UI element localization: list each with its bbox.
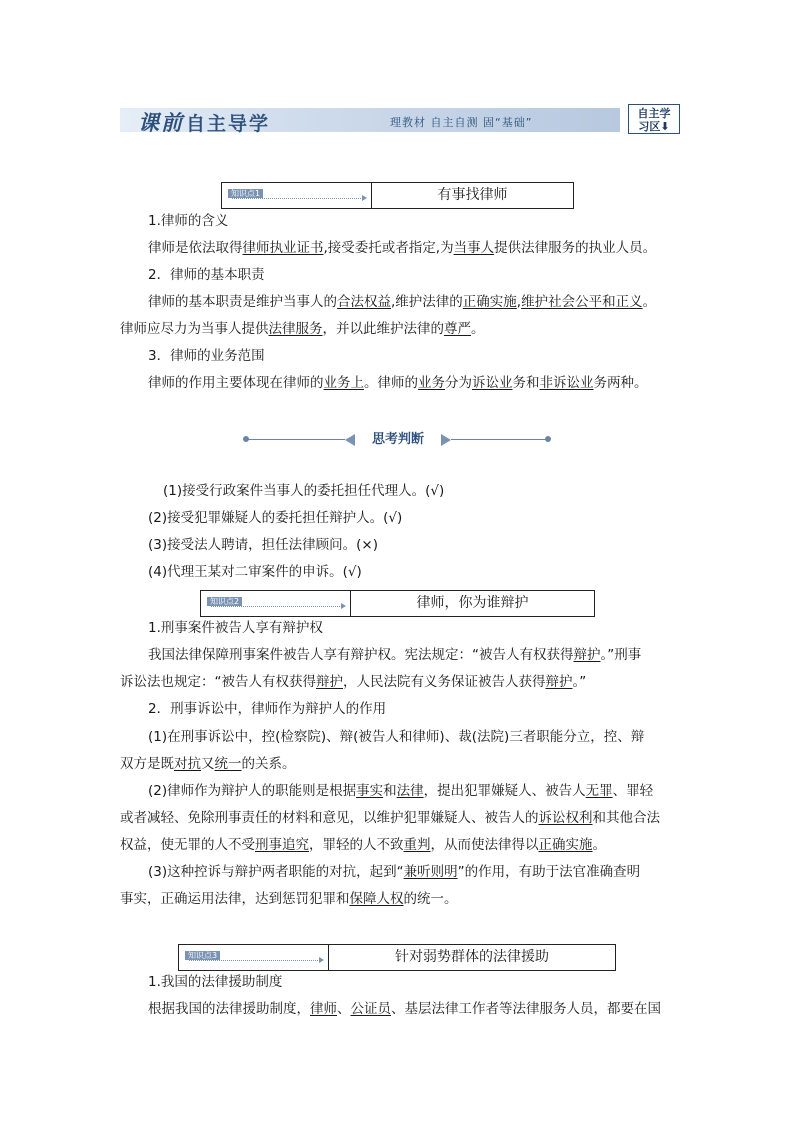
text-run: 务和 (512, 375, 540, 391)
text-run: ，罪轻的人不致 (309, 837, 404, 853)
section-tag-area (201, 591, 351, 616)
text-run: ”的作用，有助于法官准确查明 (457, 864, 641, 880)
text-run: ,维护法律的 (391, 294, 463, 310)
paragraph: (1)在刑事诉讼中，控(检察院)、辩(被告人和律师)、裁(法院)三者职能分立，控、辩 (148, 729, 645, 745)
underlined-keyword: 律师执业证书 (242, 240, 324, 256)
heading-defender-role: 2．刑事诉讼中，律师作为辩护人的作用 (148, 701, 387, 717)
underlined-keyword: 尊严 (444, 321, 471, 337)
heading-lawyer-scope: 3．律师的业务范围 (148, 348, 265, 364)
text-run: 的统一。 (403, 891, 458, 907)
section-heading-1 (221, 182, 574, 209)
section-tag: 知识点1 (228, 189, 263, 198)
text-run: 诉讼法也规定：“被告人有权获得 (120, 674, 316, 690)
text-run: (2)律师作为辩护人的职能则是根据 (148, 783, 357, 799)
text-run: 务两种。 (593, 375, 648, 391)
underlined-keyword: 事实 (356, 783, 384, 799)
badge-line1: 自主学 (637, 107, 671, 120)
underlined-keyword: 无罪 (585, 783, 613, 799)
paragraph (148, 373, 648, 393)
text-run: 和其他合法 (592, 810, 660, 826)
text-run: 或者减轻、免除刑事责任的材料和意见，以维护犯罪嫌疑人、被告人的 (120, 810, 539, 826)
underlined-keyword: 辩护 (316, 674, 343, 690)
text-run: 。” (572, 674, 587, 690)
judge-item: (4)代理王某对二审案件的申诉。(√) (148, 564, 362, 580)
text-run: 、 (337, 1001, 351, 1017)
triangle-right-icon (441, 434, 451, 446)
divider-rule (451, 439, 547, 440)
underlined-keyword: 正确实施 (462, 294, 517, 310)
text-run: 。 (642, 294, 657, 310)
divider-rule (247, 439, 345, 440)
section-heading-2 (200, 590, 595, 617)
underlined-keyword: 保障人权 (349, 891, 404, 907)
section-tag-area (179, 945, 329, 970)
banner-title-a: 课前 (138, 110, 184, 135)
paragraph (120, 672, 586, 692)
header-banner (120, 104, 680, 134)
text-run: 事实，正确运用法律，达到惩罚犯罪和 (120, 891, 350, 907)
underlined-keyword: 律师 (310, 1001, 337, 1017)
section-title: 律师，你为谁辩护 (416, 595, 529, 611)
text-run: 的关系。 (241, 756, 296, 772)
section-tag: 知识点2 (207, 597, 242, 606)
text-run: 。 (592, 837, 606, 853)
text-run: ，从而使法律得以 (430, 837, 539, 853)
text-run: 。”刑事 (600, 647, 642, 663)
paragraph (120, 808, 660, 828)
paragraph (148, 862, 640, 882)
section-title: 有事找律师 (437, 187, 508, 203)
underlined-keyword: 诉讼权利 (538, 810, 593, 826)
underlined-keyword: 维护社会公平和正义 (521, 294, 643, 310)
text-run: 律师是依法取得 (148, 240, 243, 256)
badge-line2: 习区⬇ (638, 120, 670, 133)
think-judge-divider (243, 430, 551, 450)
underlined-keyword: 诉讼业 (472, 375, 513, 391)
section-tag: 知识点3 (185, 951, 220, 960)
underlined-keyword: 辩护 (573, 647, 601, 663)
paragraph (148, 645, 641, 665)
text-run: 分为 (445, 375, 472, 391)
banner-title-b: 自主导学 (186, 113, 271, 135)
arrow-line (211, 606, 342, 607)
text-run: ，并以此维护法律的 (322, 321, 444, 337)
underlined-keyword: 正确实施 (538, 837, 593, 853)
section-tag-area (222, 183, 372, 208)
judge-item: (2)接受犯罪嫌疑人的委托担任辩护人。(√) (148, 510, 403, 526)
text-run: 我国法律保障刑事案件被告人享有辩护权。宪法规定：“被告人有权获得 (148, 647, 574, 663)
text-run: , (516, 294, 522, 310)
triangle-left-icon (345, 434, 355, 446)
text-run: 律师应尽力为当事人提供 (120, 321, 269, 337)
judge-item: (3)接受法人聘请，担任法律顾问。(×) (148, 537, 378, 553)
text-run: ，人民法院有义务保证被告人获得 (343, 674, 546, 690)
judge-item: (1)接受行政案件当事人的委托担任代理人。(√) (163, 483, 445, 499)
text-run: ,接受委托或者指定,为 (323, 240, 454, 256)
paragraph (120, 835, 606, 855)
text-run: 律师的作用主要体现在律师的 (148, 375, 324, 391)
paragraph (148, 292, 656, 312)
underlined-keyword: 法律 (396, 783, 424, 799)
heading-legal-aid: 1.我国的法律援助制度 (148, 974, 283, 990)
arrow-line (232, 198, 363, 199)
paragraph (148, 999, 661, 1019)
divider-dot (545, 436, 551, 442)
text-run: 、基层法律工作者等法律服务人员，都要在国 (391, 1001, 661, 1017)
underlined-keyword: 统一 (214, 756, 242, 772)
text-run: 根据我国的法律援助制度， (148, 1001, 310, 1017)
paragraph (120, 319, 485, 339)
text-run: 。 (471, 321, 485, 337)
text-run: 双方是既 (120, 756, 174, 772)
text-run: 权益，使无罪的人不受 (120, 837, 255, 853)
paragraph (120, 889, 458, 909)
underlined-keyword: 重判 (403, 837, 431, 853)
underlined-keyword: 兼听则明 (403, 864, 458, 880)
underlined-keyword: 业务上 (323, 375, 364, 391)
section-heading-3 (178, 944, 616, 971)
underlined-keyword: 刑事追究 (255, 837, 309, 853)
section-title: 针对弱势群体的法律援助 (395, 949, 549, 965)
underlined-keyword: 公证员 (350, 1001, 391, 1017)
text-run: 又 (201, 756, 215, 772)
arrow-line (189, 960, 320, 961)
underlined-keyword: 法律服务 (268, 321, 323, 337)
text-run: 律师的基本职责是维护当事人的 (148, 294, 337, 310)
underlined-keyword: 非诉讼业 (539, 375, 594, 391)
banner-badge (628, 104, 680, 134)
text-run: ，提出犯罪嫌疑人、被告人 (423, 783, 586, 799)
text-run: 。律师的 (364, 375, 418, 391)
heading-lawyer-duty: 2．律师的基本职责 (148, 267, 265, 283)
underlined-keyword: 对抗 (174, 756, 201, 772)
underlined-keyword: 业务 (418, 375, 445, 391)
text-run: 提供法律服务的执业人员。 (494, 240, 657, 256)
paragraph (120, 754, 296, 774)
banner-title (138, 107, 270, 137)
banner-subtitle: 理教材 自主自测 固“基础” (390, 116, 533, 129)
text-run: 、罪轻 (612, 783, 654, 799)
heading-lawyer-meaning: 1.律师的含义 (148, 213, 229, 229)
text-run: (3)这种控诉与辩护两者职能的对抗，起到“ (148, 864, 404, 880)
text-run: 和 (383, 783, 397, 799)
think-judge-title: 思考判断 (371, 432, 424, 447)
paragraph (148, 238, 656, 258)
heading-defense-right: 1.刑事案件被告人享有辩护权 (148, 620, 323, 636)
underlined-keyword: 辩护 (545, 674, 573, 690)
underlined-keyword: 合法权益 (337, 294, 391, 310)
paragraph (148, 781, 653, 801)
underlined-keyword: 当事人 (453, 240, 495, 256)
